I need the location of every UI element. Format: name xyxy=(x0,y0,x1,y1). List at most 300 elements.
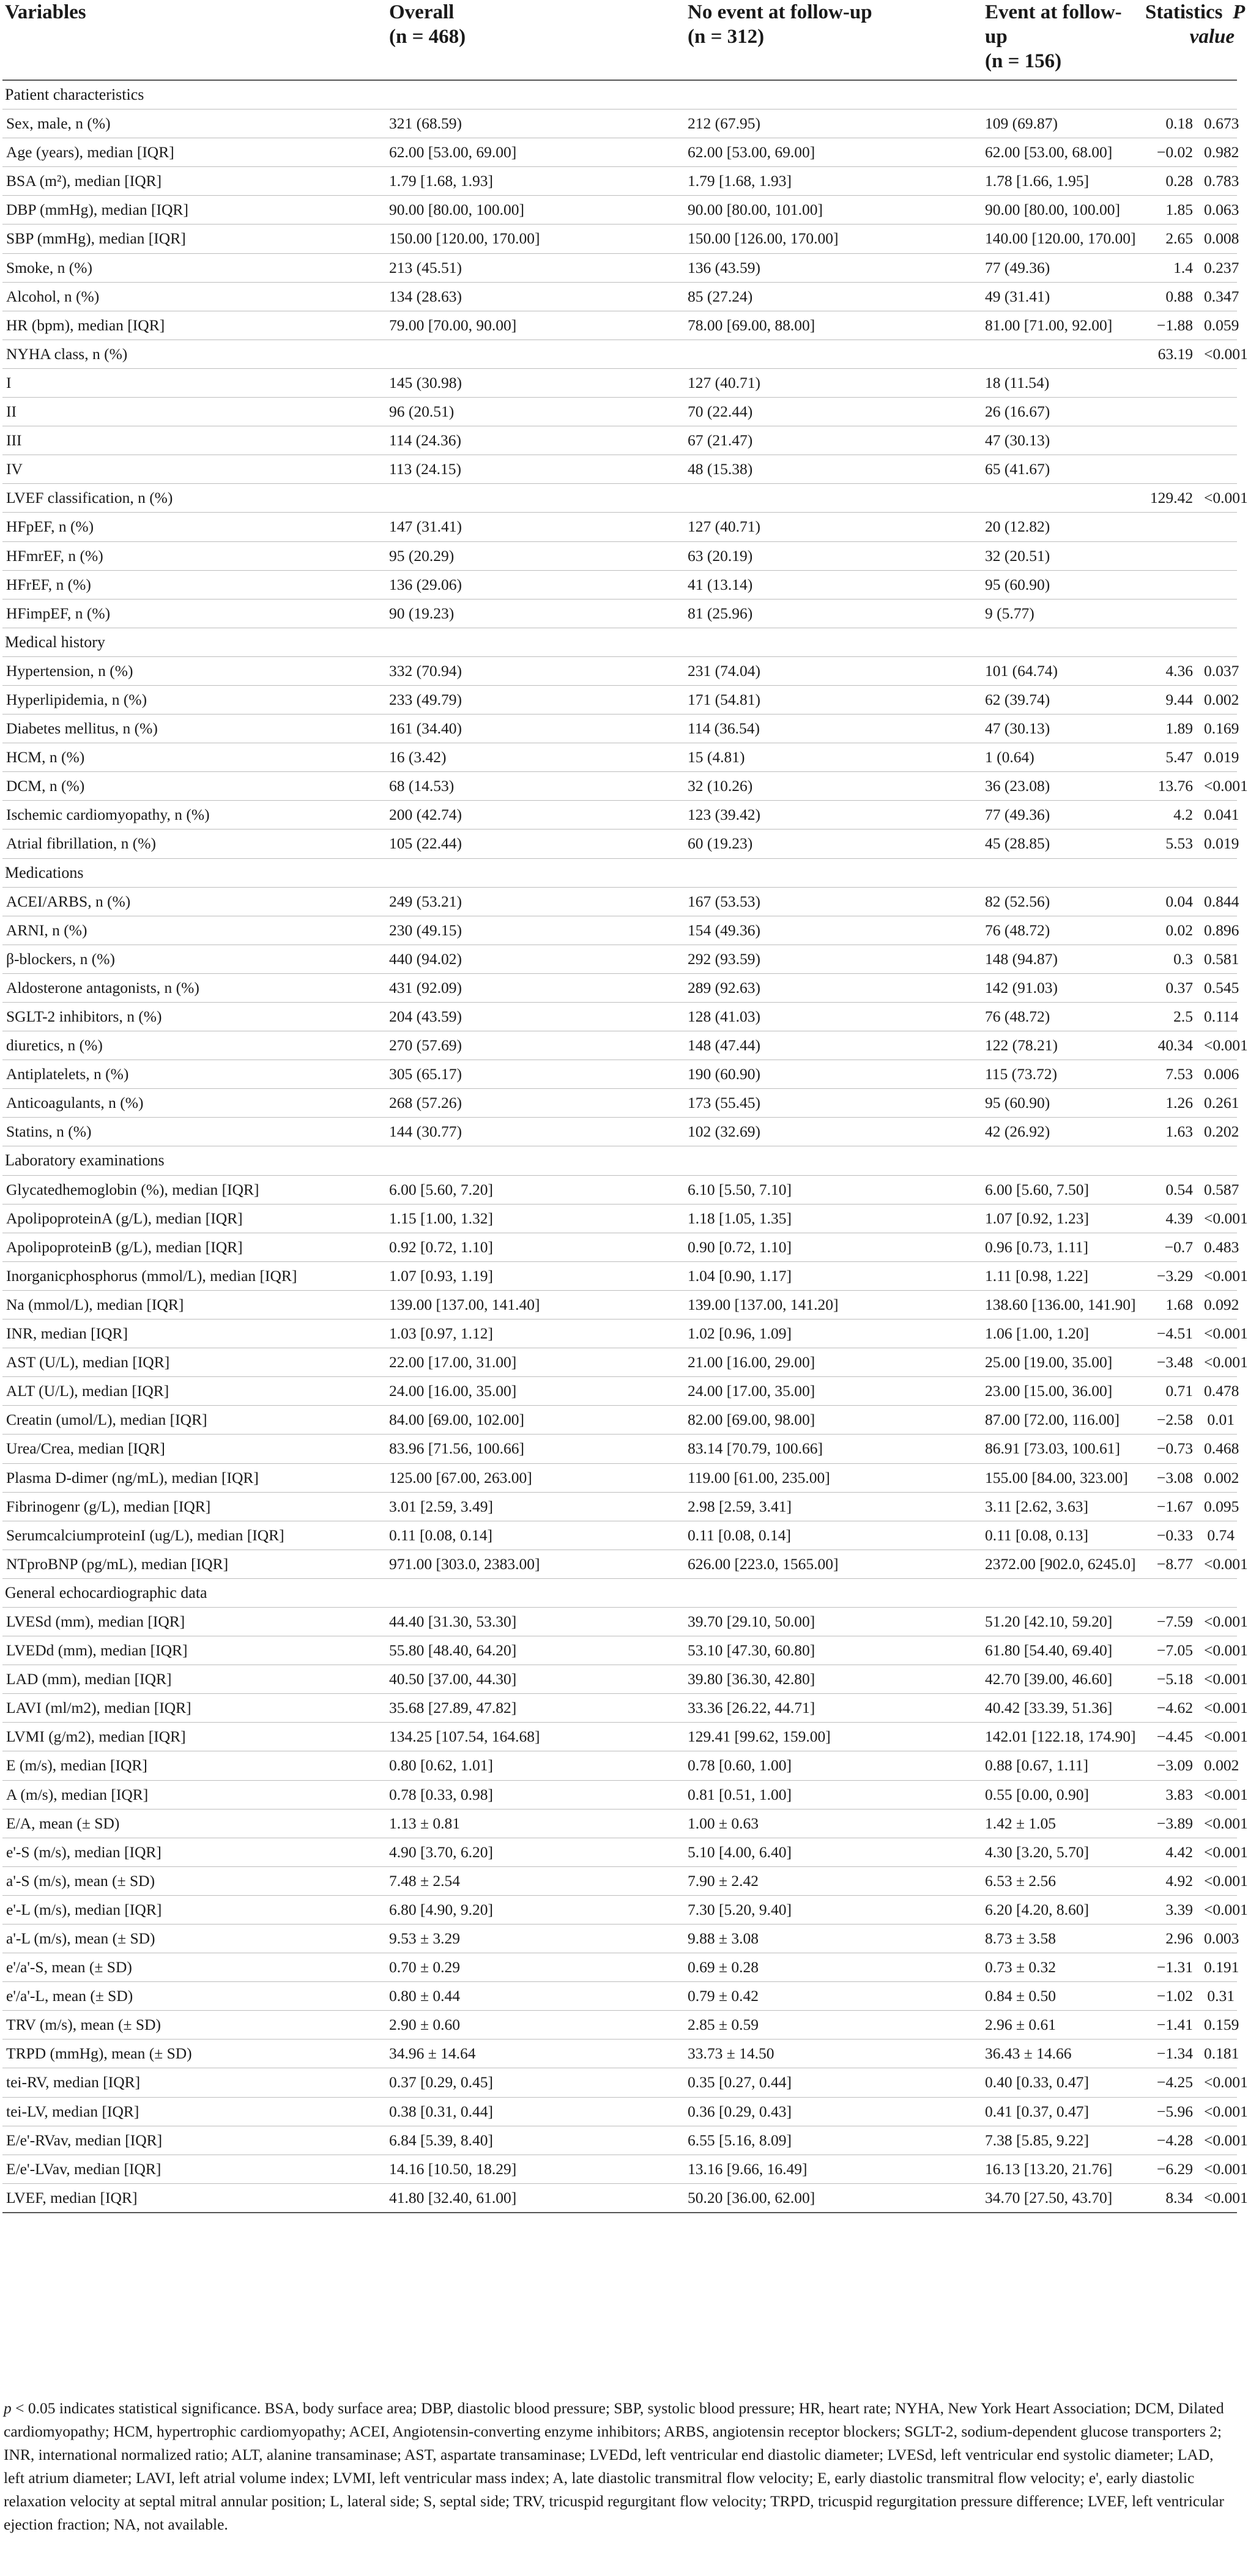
event-cell: 115 (73.72) xyxy=(982,1060,1143,1089)
pvalue-cell: <0.001 xyxy=(1202,1550,1237,1578)
no-event-cell: 212 (67.95) xyxy=(685,109,982,138)
statistics-cell: 0.3 xyxy=(1143,945,1202,973)
overall-cell: 40.50 [37.00, 44.30] xyxy=(387,1665,685,1694)
statistics-cell: 9.44 xyxy=(1143,685,1202,714)
event-cell: 3.11 [2.62, 3.63] xyxy=(982,1492,1143,1521)
statistics-cell: 13.76 xyxy=(1143,772,1202,801)
no-event-cell: 62.00 [53.00, 69.00] xyxy=(685,138,982,167)
statistics-cell: −8.77 xyxy=(1143,1550,1202,1578)
variable-cell: LAVI (ml/m2), median [IQR] xyxy=(2,1694,387,1723)
table-row xyxy=(2,1694,1237,1723)
statistics-cell: 3.83 xyxy=(1143,1780,1202,1809)
statistics-cell: −0.73 xyxy=(1143,1435,1202,1463)
pvalue-cell: 0.002 xyxy=(1202,1751,1237,1780)
no-event-cell xyxy=(685,340,982,368)
table-row xyxy=(2,225,1237,253)
event-cell: 86.91 [73.03, 100.61] xyxy=(982,1435,1143,1463)
table-row xyxy=(2,1665,1237,1694)
overall-cell: 147 (31.41) xyxy=(387,513,685,541)
statistics-cell: −4.28 xyxy=(1143,2126,1202,2155)
overall-cell: 431 (92.09) xyxy=(387,973,685,1002)
pvalue-cell: 0.237 xyxy=(1202,253,1237,282)
variable-cell: Plasma D-dimer (ng/mL), median [IQR] xyxy=(2,1463,387,1492)
table-row xyxy=(2,138,1237,167)
statistics-cell: 4.2 xyxy=(1143,801,1202,830)
statistics-cell: 3.39 xyxy=(1143,1895,1202,1924)
statistics-cell: 0.18 xyxy=(1143,109,1202,138)
event-cell: 20 (12.82) xyxy=(982,513,1143,541)
table-row xyxy=(2,1003,1237,1031)
event-cell: 6.20 [4.20, 8.60] xyxy=(982,1895,1143,1924)
table-body xyxy=(2,80,1248,2213)
no-event-cell: 2.85 ± 0.59 xyxy=(685,2011,982,2040)
event-cell: 76 (48.72) xyxy=(982,916,1143,945)
overall-cell: 3.01 [2.59, 3.49] xyxy=(387,1492,685,1521)
no-event-cell: 48 (15.38) xyxy=(685,455,982,484)
overall-cell: 44.40 [31.30, 53.30] xyxy=(387,1607,685,1636)
no-event-cell: 0.69 ± 0.28 xyxy=(685,1953,982,1982)
event-cell: 95 (60.90) xyxy=(982,1089,1143,1118)
variable-cell: Hyperlipidemia, n (%) xyxy=(2,685,387,714)
statistics-cell xyxy=(1143,398,1202,426)
event-cell: 8.73 ± 3.58 xyxy=(982,1925,1143,1953)
overall-cell: 1.13 ± 0.81 xyxy=(387,1809,685,1838)
variable-cell: diuretics, n (%) xyxy=(2,1031,387,1060)
table-row xyxy=(2,945,1237,973)
table-row xyxy=(2,1550,1237,1578)
overall-cell: 6.00 [5.60, 7.20] xyxy=(387,1175,685,1204)
pvalue-cell: <0.001 xyxy=(1202,1261,1237,1290)
variable-cell: DCM, n (%) xyxy=(2,772,387,801)
event-cell: 2.96 ± 0.61 xyxy=(982,2011,1143,2040)
table-row xyxy=(2,1521,1237,1550)
event-cell: 9 (5.77) xyxy=(982,599,1143,628)
variable-cell: Aldosterone antagonists, n (%) xyxy=(2,973,387,1002)
statistics-cell: −3.08 xyxy=(1143,1463,1202,1492)
variable-cell: Creatin (umol/L), median [IQR] xyxy=(2,1406,387,1435)
variable-cell: E/A, mean (± SD) xyxy=(2,1809,387,1838)
statistics-cell: −3.29 xyxy=(1143,1261,1202,1290)
no-event-cell: 626.00 [223.0, 1565.00] xyxy=(685,1550,982,1578)
header-event: Event at follow-up (n = 156) xyxy=(982,0,1143,80)
variable-cell: tei-RV, median [IQR] xyxy=(2,2068,387,2097)
pvalue-cell: 0.844 xyxy=(1202,887,1237,916)
no-event-cell: 67 (21.47) xyxy=(685,426,982,455)
statistics-cell: 1.26 xyxy=(1143,1089,1202,1118)
event-cell: 45 (28.85) xyxy=(982,830,1143,858)
table-row xyxy=(2,1089,1237,1118)
statistics-cell: 4.39 xyxy=(1143,1204,1202,1233)
no-event-cell: 60 (19.23) xyxy=(685,830,982,858)
statistics-cell: −2.58 xyxy=(1143,1406,1202,1435)
variable-cell: SBP (mmHg), median [IQR] xyxy=(2,225,387,253)
pvalue-cell: <0.001 xyxy=(1202,1607,1237,1636)
section-row xyxy=(2,1146,1237,1175)
statistics-cell xyxy=(1143,368,1202,397)
overall-cell: 144 (30.77) xyxy=(387,1118,685,1146)
pvalue-cell: 0.063 xyxy=(1202,196,1237,225)
header-no-event: No event at follow-up (n = 312) xyxy=(685,0,982,80)
variable-cell: ARNI, n (%) xyxy=(2,916,387,945)
statistics-cell: −0.7 xyxy=(1143,1233,1202,1261)
variable-cell: Alcohol, n (%) xyxy=(2,282,387,311)
pvalue-cell xyxy=(1202,426,1237,455)
variable-cell: LVEF, median [IQR] xyxy=(2,2183,387,2213)
table-row xyxy=(2,1751,1237,1780)
overall-cell: 0.80 ± 0.44 xyxy=(387,1982,685,2011)
overall-cell: 134.25 [107.54, 164.68] xyxy=(387,1723,685,1751)
event-cell: 7.38 [5.85, 9.22] xyxy=(982,2126,1143,2155)
no-event-cell: 0.35 [0.27, 0.44] xyxy=(685,2068,982,2097)
table-row xyxy=(2,1953,1237,1982)
pvalue-cell: 0.347 xyxy=(1202,282,1237,311)
pvalue-cell xyxy=(1202,570,1237,599)
variable-cell: E/e'-RVav, median [IQR] xyxy=(2,2126,387,2155)
table-row xyxy=(2,599,1237,628)
pvalue-cell: 0.181 xyxy=(1202,2040,1237,2068)
no-event-cell: 70 (22.44) xyxy=(685,398,982,426)
overall-cell: 16 (3.42) xyxy=(387,743,685,772)
overall-cell xyxy=(387,484,685,513)
event-cell: 0.73 ± 0.32 xyxy=(982,1953,1143,1982)
event-cell: 65 (41.67) xyxy=(982,455,1143,484)
no-event-cell: 127 (40.71) xyxy=(685,513,982,541)
pvalue-cell: <0.001 xyxy=(1202,484,1237,513)
overall-cell: 113 (24.15) xyxy=(387,455,685,484)
pvalue-cell: 0.545 xyxy=(1202,973,1237,1002)
event-cell: 47 (30.13) xyxy=(982,715,1143,743)
no-event-cell: 123 (39.42) xyxy=(685,801,982,830)
event-cell: 42 (26.92) xyxy=(982,1118,1143,1146)
overall-cell: 440 (94.02) xyxy=(387,945,685,973)
event-cell: 23.00 [15.00, 36.00] xyxy=(982,1377,1143,1406)
no-event-cell: 173 (55.45) xyxy=(685,1089,982,1118)
event-cell: 32 (20.51) xyxy=(982,541,1143,570)
variable-cell: ApolipoproteinA (g/L), median [IQR] xyxy=(2,1204,387,1233)
event-cell: 61.80 [54.40, 69.40] xyxy=(982,1636,1143,1665)
overall-cell: 0.70 ± 0.29 xyxy=(387,1953,685,1982)
table-row xyxy=(2,1895,1237,1924)
statistics-cell: −3.48 xyxy=(1143,1348,1202,1377)
overall-cell: 145 (30.98) xyxy=(387,368,685,397)
no-event-cell: 83.14 [70.79, 100.66] xyxy=(685,1435,982,1463)
table-row xyxy=(2,887,1237,916)
pvalue-cell: <0.001 xyxy=(1202,2097,1237,2126)
statistics-cell: 129.42 xyxy=(1143,484,1202,513)
pvalue-cell: <0.001 xyxy=(1202,1895,1237,1924)
variable-cell: Smoke, n (%) xyxy=(2,253,387,282)
pvalue-cell: 0.002 xyxy=(1202,685,1237,714)
event-cell: 81.00 [71.00, 92.00] xyxy=(982,311,1143,340)
pvalue-cell: <0.001 xyxy=(1202,1809,1237,1838)
table-row xyxy=(2,513,1237,541)
statistics-cell: 1.4 xyxy=(1143,253,1202,282)
pvalue-cell: 0.019 xyxy=(1202,830,1237,858)
pvalue-cell: 0.159 xyxy=(1202,2011,1237,2040)
variable-cell: I xyxy=(2,368,387,397)
table-footnote xyxy=(4,2397,1235,2536)
table-row xyxy=(2,2155,1237,2183)
overall-cell: 150.00 [120.00, 170.00] xyxy=(387,225,685,253)
table-row xyxy=(2,1233,1237,1261)
variable-cell: Atrial fibrillation, n (%) xyxy=(2,830,387,858)
overall-cell: 1.79 [1.68, 1.93] xyxy=(387,167,685,196)
table-row xyxy=(2,1290,1237,1319)
overall-cell: 204 (43.59) xyxy=(387,1003,685,1031)
event-cell: 0.40 [0.33, 0.47] xyxy=(982,2068,1143,2097)
event-cell: 1.11 [0.98, 1.22] xyxy=(982,1261,1143,1290)
event-cell: 0.88 [0.67, 1.11] xyxy=(982,1751,1143,1780)
no-event-cell: 24.00 [17.00, 35.00] xyxy=(685,1377,982,1406)
no-event-cell: 7.30 [5.20, 9.40] xyxy=(685,1895,982,1924)
statistics-cell: 8.34 xyxy=(1143,2183,1202,2213)
variable-cell: tei-LV, median [IQR] xyxy=(2,2097,387,2126)
variable-cell: NTproBNP (pg/mL), median [IQR] xyxy=(2,1550,387,1578)
pvalue-cell: 0.169 xyxy=(1202,715,1237,743)
overall-cell: 90 (19.23) xyxy=(387,599,685,628)
no-event-cell: 0.90 [0.72, 1.10] xyxy=(685,1233,982,1261)
statistics-cell xyxy=(1143,455,1202,484)
pvalue-cell xyxy=(1202,541,1237,570)
variable-cell: TRPD (mmHg), mean (± SD) xyxy=(2,2040,387,2068)
table-row xyxy=(2,715,1237,743)
event-cell: 62.00 [53.00, 68.00] xyxy=(982,138,1143,167)
no-event-cell: 41 (13.14) xyxy=(685,570,982,599)
footnote-text: < 0.05 indicates statistical significance. BSA, body surface area; DBP, diastolic blood pressure; SBP, systolic blood pressure; HR, heart rate; NYHA, New York Heart Association; DCM, Dilated cardiomyopathy; HCM, hypertrophic cardiomyopathy; ACEI, Angiotensin-converting enzyme inhibitors; ARBS, angiotensin receptor blockers; SGLT-2, sodium-dependent glucose transporters 2; INR, international normalized ratio; ALT, alanine transaminase; AST, aspartate transaminase; LVEDd, left ventricular end diastolic diameter; LVESd, left ventricular end systolic diameter; LAD, left atrium diameter; LAVI, left atrial volume index; LVMI, left ventricular mass index; A, late diastolic transmitral flow velocity; E, early diastolic transmitral flow velocity; e', early diastolic relaxation velocity at septal mitral annular position; L, lateral side; S, septal side; TRV, tricuspid regurgitant flow velocity; TRPD, tricuspid regurgitation pressure difference; LVEF, left ventricular ejection fraction; NA, not available. xyxy=(4,2399,1224,2533)
no-event-cell: 53.10 [47.30, 60.80] xyxy=(685,1636,982,1665)
table-row xyxy=(2,1809,1237,1838)
variable-cell: Antiplatelets, n (%) xyxy=(2,1060,387,1089)
no-event-cell: 0.78 [0.60, 1.00] xyxy=(685,1751,982,1780)
variable-cell: e'-S (m/s), median [IQR] xyxy=(2,1838,387,1866)
pvalue-cell: 0.095 xyxy=(1202,1492,1237,1521)
statistics-cell: 4.92 xyxy=(1143,1866,1202,1895)
variable-cell: Sex, male, n (%) xyxy=(2,109,387,138)
header-variables: Variables xyxy=(2,0,387,80)
variable-cell: ALT (U/L), median [IQR] xyxy=(2,1377,387,1406)
pvalue-cell: 0.041 xyxy=(1202,801,1237,830)
table-row xyxy=(2,484,1237,513)
pvalue-cell: <0.001 xyxy=(1202,1348,1237,1377)
no-event-cell: 167 (53.53) xyxy=(685,887,982,916)
event-cell: 140.00 [120.00, 170.00] xyxy=(982,225,1143,253)
pvalue-cell: 0.31 xyxy=(1202,1982,1237,2011)
statistics-cell: −7.05 xyxy=(1143,1636,1202,1665)
section-row xyxy=(2,1578,1237,1607)
header-statistics-pvalue xyxy=(1143,0,1246,80)
overall-cell: 233 (49.79) xyxy=(387,685,685,714)
statistics-cell: 1.89 xyxy=(1143,715,1202,743)
overall-cell: 96 (20.51) xyxy=(387,398,685,426)
no-event-cell: 7.90 ± 2.42 xyxy=(685,1866,982,1895)
no-event-cell: 1.02 [0.96, 1.09] xyxy=(685,1320,982,1348)
table-row xyxy=(2,1636,1237,1665)
statistics-cell: 4.36 xyxy=(1143,656,1202,685)
table-row xyxy=(2,2068,1237,2097)
table-row xyxy=(2,685,1237,714)
event-cell: 16.13 [13.20, 21.76] xyxy=(982,2155,1143,2183)
event-cell: 82 (52.56) xyxy=(982,887,1143,916)
variable-cell: SGLT-2 inhibitors, n (%) xyxy=(2,1003,387,1031)
table-row xyxy=(2,772,1237,801)
statistics-cell: 0.04 xyxy=(1143,887,1202,916)
table-row xyxy=(2,1780,1237,1809)
no-event-cell: 150.00 [126.00, 170.00] xyxy=(685,225,982,253)
table-row xyxy=(2,368,1237,397)
event-cell: 36.43 ± 14.66 xyxy=(982,2040,1143,2068)
no-event-cell: 128 (41.03) xyxy=(685,1003,982,1031)
table-row xyxy=(2,1866,1237,1895)
variable-cell: Inorganicphosphorus (mmol/L), median [IQR] xyxy=(2,1261,387,1290)
event-cell: 87.00 [72.00, 116.00] xyxy=(982,1406,1143,1435)
event-cell: 0.96 [0.73, 1.11] xyxy=(982,1233,1143,1261)
event-cell: 4.30 [3.20, 5.70] xyxy=(982,1838,1143,1866)
table-row xyxy=(2,1175,1237,1204)
statistics-cell: −1.67 xyxy=(1143,1492,1202,1521)
overall-cell: 6.80 [4.90, 9.20] xyxy=(387,1895,685,1924)
overall-cell: 55.80 [48.40, 64.20] xyxy=(387,1636,685,1665)
pvalue-cell: 0.059 xyxy=(1202,311,1237,340)
event-cell: 51.20 [42.10, 59.20] xyxy=(982,1607,1143,1636)
variable-cell: DBP (mmHg), median [IQR] xyxy=(2,196,387,225)
no-event-cell: 13.16 [9.66, 16.49] xyxy=(685,2155,982,2183)
no-event-cell: 0.36 [0.29, 0.43] xyxy=(685,2097,982,2126)
table-row xyxy=(2,455,1237,484)
section-label: Medications xyxy=(2,858,1237,887)
pvalue-cell: 0.896 xyxy=(1202,916,1237,945)
event-cell: 49 (31.41) xyxy=(982,282,1143,311)
pvalue-cell: <0.001 xyxy=(1202,2183,1237,2213)
event-cell: 6.00 [5.60, 7.50] xyxy=(982,1175,1143,1204)
event-cell xyxy=(982,484,1143,513)
table-row xyxy=(2,1406,1237,1435)
variable-cell: LVEDd (mm), median [IQR] xyxy=(2,1636,387,1665)
variable-cell: Na (mmol/L), median [IQR] xyxy=(2,1290,387,1319)
overall-cell: 136 (29.06) xyxy=(387,570,685,599)
no-event-cell: 148 (47.44) xyxy=(685,1031,982,1060)
table-row xyxy=(2,398,1237,426)
no-event-cell: 1.04 [0.90, 1.17] xyxy=(685,1261,982,1290)
pvalue-cell: <0.001 xyxy=(1202,2068,1237,2097)
table-row xyxy=(2,1348,1237,1377)
variable-cell: IV xyxy=(2,455,387,484)
event-cell: 1.07 [0.92, 1.23] xyxy=(982,1204,1143,1233)
pvalue-cell: 0.01 xyxy=(1202,1406,1237,1435)
event-cell: 77 (49.36) xyxy=(982,253,1143,282)
table-row xyxy=(2,973,1237,1002)
overall-cell: 249 (53.21) xyxy=(387,887,685,916)
statistics-cell: 40.34 xyxy=(1143,1031,1202,1060)
table-row xyxy=(2,1118,1237,1146)
event-cell: 122 (78.21) xyxy=(982,1031,1143,1060)
variable-cell: LVMI (g/m2), median [IQR] xyxy=(2,1723,387,1751)
overall-cell: 134 (28.63) xyxy=(387,282,685,311)
overall-cell: 14.16 [10.50, 18.29] xyxy=(387,2155,685,2183)
overall-cell: 1.03 [0.97, 1.12] xyxy=(387,1320,685,1348)
statistics-cell: 1.63 xyxy=(1143,1118,1202,1146)
section-label: Patient characteristics xyxy=(2,80,1237,109)
overall-cell: 2.90 ± 0.60 xyxy=(387,2011,685,2040)
variable-cell: e'/a'-L, mean (± SD) xyxy=(2,1982,387,2011)
variable-cell: LVESd (mm), median [IQR] xyxy=(2,1607,387,1636)
statistics-cell: 5.47 xyxy=(1143,743,1202,772)
pvalue-cell: 0.092 xyxy=(1202,1290,1237,1319)
overall-cell: 0.38 [0.31, 0.44] xyxy=(387,2097,685,2126)
table-row xyxy=(2,253,1237,282)
overall-cell: 84.00 [69.00, 102.00] xyxy=(387,1406,685,1435)
table-row xyxy=(2,1204,1237,1233)
no-event-cell: 81 (25.96) xyxy=(685,599,982,628)
table-row xyxy=(2,656,1237,685)
table-row xyxy=(2,2126,1237,2155)
event-cell: 47 (30.13) xyxy=(982,426,1143,455)
table-row xyxy=(2,282,1237,311)
statistics-cell xyxy=(1143,426,1202,455)
no-event-cell: 15 (4.81) xyxy=(685,743,982,772)
variable-cell: ACEI/ARBS, n (%) xyxy=(2,887,387,916)
pvalue-cell: 0.002 xyxy=(1202,1463,1237,1492)
pvalue-cell: 0.478 xyxy=(1202,1377,1237,1406)
pvalue-cell: <0.001 xyxy=(1202,340,1237,368)
event-cell: 148 (94.87) xyxy=(982,945,1143,973)
variable-cell: LVEF classification, n (%) xyxy=(2,484,387,513)
statistics-cell: 63.19 xyxy=(1143,340,1202,368)
pvalue-cell xyxy=(1202,513,1237,541)
event-cell: 34.70 [27.50, 43.70] xyxy=(982,2183,1143,2213)
statistics-cell: 0.88 xyxy=(1143,282,1202,311)
no-event-cell: 33.73 ± 14.50 xyxy=(685,2040,982,2068)
overall-cell: 230 (49.15) xyxy=(387,916,685,945)
pvalue-cell: 0.483 xyxy=(1202,1233,1237,1261)
table-row xyxy=(2,570,1237,599)
variable-cell: a'-L (m/s), mean (± SD) xyxy=(2,1925,387,1953)
header-statistics: Statistics xyxy=(1145,1,1223,23)
pvalue-cell: <0.001 xyxy=(1202,2126,1237,2155)
pvalue-cell: 0.587 xyxy=(1202,1175,1237,1204)
event-cell: 1.78 [1.66, 1.95] xyxy=(982,167,1143,196)
overall-cell: 1.15 [1.00, 1.32] xyxy=(387,1204,685,1233)
event-cell: 1 (0.64) xyxy=(982,743,1143,772)
pvalue-cell: 0.982 xyxy=(1202,138,1237,167)
pvalue-cell: 0.003 xyxy=(1202,1925,1237,1953)
statistics-cell xyxy=(1143,570,1202,599)
event-cell: 6.53 ± 2.56 xyxy=(982,1866,1143,1895)
table-row xyxy=(2,196,1237,225)
variable-cell: E (m/s), median [IQR] xyxy=(2,1751,387,1780)
pvalue-cell: <0.001 xyxy=(1202,1320,1237,1348)
pvalue-cell: <0.001 xyxy=(1202,1866,1237,1895)
table-row xyxy=(2,1060,1237,1089)
variable-cell: Diabetes mellitus, n (%) xyxy=(2,715,387,743)
table-row xyxy=(2,2011,1237,2040)
variable-cell: Age (years), median [IQR] xyxy=(2,138,387,167)
pvalue-cell: <0.001 xyxy=(1202,2155,1237,2183)
event-cell: 36 (23.08) xyxy=(982,772,1143,801)
pvalue-cell: <0.001 xyxy=(1202,1723,1237,1751)
table-row xyxy=(2,311,1237,340)
pvalue-cell: 0.019 xyxy=(1202,743,1237,772)
event-cell: 0.55 [0.00, 0.90] xyxy=(982,1780,1143,1809)
no-event-cell: 90.00 [80.00, 101.00] xyxy=(685,196,982,225)
table-row xyxy=(2,1838,1237,1866)
statistics-cell: −7.59 xyxy=(1143,1607,1202,1636)
overall-cell: 268 (57.26) xyxy=(387,1089,685,1118)
header-overall: Overall (n = 468) xyxy=(387,0,685,80)
overall-cell: 7.48 ± 2.54 xyxy=(387,1866,685,1895)
no-event-cell: 0.11 [0.08, 0.14] xyxy=(685,1521,982,1550)
header-event-n: (n = 156) xyxy=(985,50,1062,72)
statistics-cell: −4.51 xyxy=(1143,1320,1202,1348)
